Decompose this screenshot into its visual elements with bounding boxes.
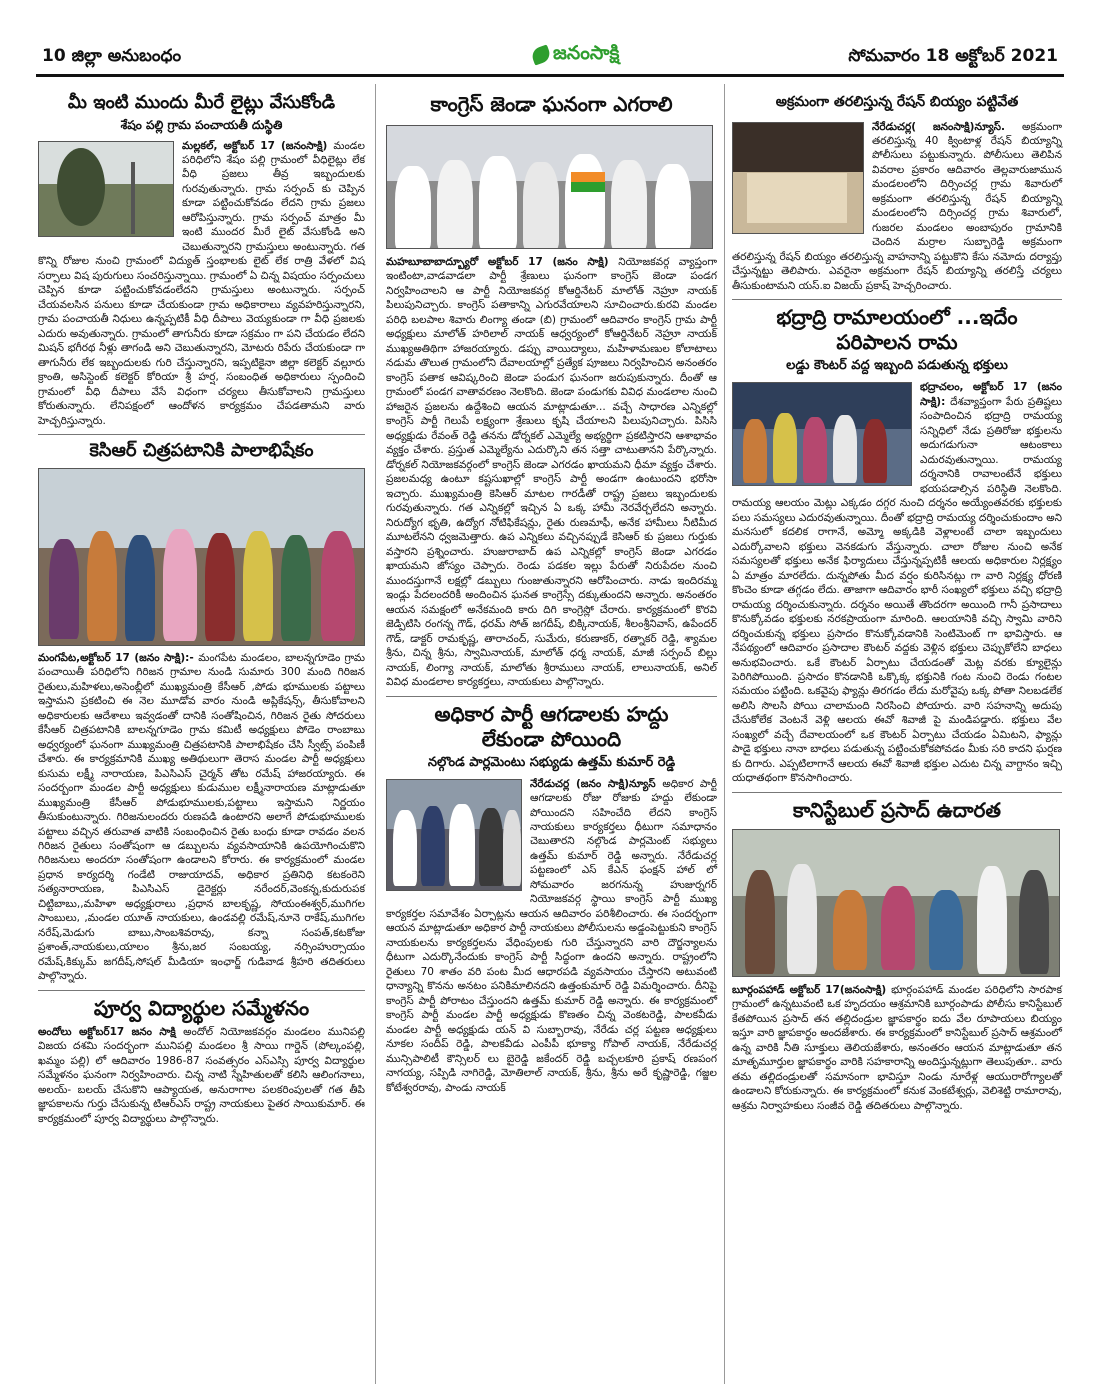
logo-text: జనంసాక్షి [553, 41, 620, 64]
column-divider [724, 84, 725, 1384]
article-text: దేశవ్యాప్తంగా పేరు ప్రతిష్టలు సంపాదించిన భద్రాద్రి రామయ్య సన్నిధిలో నేడు ప్రతిరోజు భక్తులను అదుగడుగునా ఆటంకాలు ఎదురవుతున్నాయి. రామయ్య దర్శనానికి రావాలంటేనే భక్తులు భయపడాల్సిన పరిస్థితి నెలకొంది. రామయ్య ఆలయం మెట్లు ఎక్కడం దగ్గర నుంచి దర్శనం అయ్యేంతవరకు భక్తులకు పలు సమస్యలు ఎదురవుతున్నాయి. దీంతో భద్రాద్రి రామయ్య దర్శించుకుందాం అని మనసులో కదలిక రాగానే, అమ్మో అక్కడికి వెళ్లాలంటే చాలా ఇబ్బందులు ఎదుర్కోవాలని భక్తులు వెనకడుగు వేస్తున్నారు. చాలా రోజుల నుంచి అనేక సమస్యలతో భక్తులు అనేక ఫిర్యాదులు చేస్తున్నప్పటికీ ఆలయ అధికారుల నిర్లక్ష్యం ఏ మాత్రం మారలేదు. దున్నపోతు మీద వర్షం కురిసినట్లు గా వారి నిర్లక్ష్య ధోరణి కొంచెం కూడా తగ్గడం లేదు. తాజాగా ఆదివారం భారీ సంఖ్యలో భక్తులు వచ్చి భద్రాద్రి రామయ్య దర్శించుకున్నారు. దర్శనం అయితే తొందరగా అయింది గానీ ప్రసాదాలు కొనుక్కోవడం భక్తులకు నరకప్రాయంగా మారింది. ఆలయానికి వచ్చి స్వామి వారిని దర్శించుకున్న భక్తులు ప్రసాదం కొనుక్కోవడానికి సెంటిమెంట్ గా భావిస్తారు. ఆ నేపథ్యంలో ఆదివారం ప్రసాదాల కౌంటర్ వద్దకు వెళ్లిన భక్తులు చెప్పుకోలేని బాధలు అనుభవించారు. ఒకే కౌంటర్ ఏర్పాటు చేయడంతో మెట్ల వరకు క్యూలైన్లు పెరిగిపోయింది. ప్రసాదం కొనడానికి ఒక్కొక్క భక్తునికి గంట నుంచి రెండు గంటల సమయం పట్టింది. ఒకవైపు ఫ్యాన్లు తిరగడం లేదు మరోవైపు ఒక్క పోతా నిలబడలేక అలిసి సొలసి పోయి చాలామంది నిరసించి పోయారు. వారి సహనాన్ని అదుపు చేసుకోలేక వెంటనే వెళ్లి ఆలయ ఈవో శివాజీ పై మండిపడ్డారు. భక్తులు వేల సంఖ్యలో వచ్చే దేవాలయంలో ఒక కౌంటర్ ఏర్పాటు చేయడం ఏమిటని, ఫ్యాన్లు పాడై భక్తులు నానా బాధలు పడుతున్న పట్టించుకోకపోవడం మీకు సరి కాదని ఘర్షణ కు దిగారు. ఎప్పటిలాగానే ఆలయ ఈవో శివాజీ భక్తుల ఎదుట చిన్న వాగ్దానం ఇచ్చి యధాతథంగా కొనసాగించారు. [732, 395, 1062, 785]
article-text: నియోజకవర్గ వ్యాప్తంగా ఇంటింటా,వాడవాడలా పార్టీ శ్రేణులు ఘనంగా కాంగ్రెస్ జెండా పండగ నిర్వహించాలని ఆ పార్టీ నియోజకవర్గ కోఆర్డినేటర్ మాలోత్ నెహ్రూ నాయక్ పిలుపునిచ్చారు. కాంగ్రెస్ పతాకాన్ని ఎగురవేయాలని సూచించారు.కురవి మండల పరిధి బలపాల శివారు లింగ్యా తండా (బి) గ్రామంలో ఆదివారం కాంగ్రెస్ గ్రామ పార్టీ అధ్యక్షులు మాలోత్ హరిలాల్ నాయక్ ఆధ్వర్యంలో కోఆర్డినేటర్ నెహ్రూ నాయక్ ముఖ్యఅతిథిగా హాజరయ్యారు. డప్పు వాయిద్యాలు, మహిళామణుల కోలాటాలు నడుమ తొలుత గ్రామంలోని దేవాలయాల్లో ప్రత్యేక పూజలు నిర్వహించిన అనంతరం కాంగ్రెస్ పతాక ఆవిష్కరించి జెండా పండుగ ఘనంగా జరుపుకున్నారు. దీంతో ఆ గ్రామంలో పండగ వాతావరణం నెలకొంది. జెండా పండుగకు వివిధ మండలాల నుంచి హాజరైన ప్రజలను ఉద్దేశించి ఆయన మాట్లాడుతూ... వచ్చే సాధారణ ఎన్నికల్లో కాంగ్రెస్ పార్టీ గెలుపే లక్ష్యంగా శ్రేణులు కృషి చేయాలని పిలుపునిచ్చారు. పిసిసి అధ్యక్షుడు రేవంత్ రెడ్డి తనను డోర్నకల్ ఎమ్మెల్యే అభ్యర్థిగా ప్రకటిస్తారని ఆశాభావం వ్యక్తం చేశారు. ప్రస్తుత ఎమ్మెల్యేను ఎదుర్కొని తన సత్తా చాటుతానని పేర్కొన్నారు. డోర్నకల్ నియోజకవర్గంలో కాంగ్రెస్ జెండా ఎగరడం ఖాయమని ధీమా వ్యక్తం చేశారు. ప్రజలమధ్య ఉంటూ కష్టసుఖాల్లో కాంగ్రెస్ పార్టీ అండగా ఉంటుందని భరోసా ఇచ్చారు. ముఖ్యమంత్రి కెసిఆర్ మాటల గారడీతో రాష్ట్ర ప్రజలు ఇబ్బందులకు గురవుతున్నారు. గత ఎన్నికల్లో ఇచ్చిన ఏ ఒక్క హామీ నెరవేర్చలేదని అన్నారు. నిరుద్యోగ భృతి, ఉద్యోగ నోటిఫికేషన్లు, రైతు రుణమాఫీ, అనేక హామీలు నీటిమీద మూటలేనని ధ్వజమెత్తారు. ఉప ఎన్నికలు వచ్చినప్పుడే కెసిఆర్ కు ప్రజలు గుర్తుకు వస్తారని ప్రశ్నించారు. హుజురాబాద్ ఉప ఎన్నికల్లో కాంగ్రెస్ జెండా ఎగరడం ఖాయమని జోస్యం చెప్పారు. రెండు పడకల ఇల్లు పేరుతో నిరుపేదల నుంచి ముందస్తుగానే లక్షల్లో డబ్బులు గుంజుతున్నారని ఆరోపించారు. నాడు ఇందిరమ్మ ఇండ్లు పేదలందరికీ అందించిన ఘనత కాంగ్రెస్సే దక్కుతుందని అన్నారు. అనంతరం ఆయన సమక్షంలో అనేకమంది కారు దిగి కాంగ్రెస్లో చేరారు. కార్యక్రమంలో కొరవి జెడ్పిటిసి రంగన్న గౌడ్, ధరమ్ సోత్ జగదీష్, బిక్కినాయక్, శీలంశ్రీనివాస్, ఉపేందర్ గౌడ్, డాక్టర్ రామకృష్ణ, తారాచంద్, సుమేరు, కరుణాకర్, రత్నాకర్ రెడ్డి, శ్యామల శ్రీను, చిన్న శ్రీను, స్వామినాయక్, మాలోత్ ధర్మ నాయక్, మాజీ సర్పంచ్ బిల్లు నాయక్, లింగ్యా నాయక్, మాలోతు శ్రీరాములు నాయక్, లాలునాయక్, అనిల్ వివిధ మండలాల కార్యకర్తలు, నాయకులు పాల్గొన్నారు. [386, 256, 717, 689]
article-headline-line2: లేకుండా పోయింది [481, 726, 622, 751]
article-photo [38, 468, 365, 646]
article-kcr-portrait [38, 440, 365, 984]
article-headline: పూర్వ విద్యార్థుల సమ్మేళనం [93, 995, 310, 1020]
article-divider [38, 990, 365, 991]
article-ration-rice [732, 94, 1062, 293]
column-3 [732, 82, 1062, 1113]
article-body [38, 139, 365, 429]
article-photo [732, 382, 912, 486]
article-dateline: మల్లకల్, అక్టోబర్ 17 (జనంసాక్షి) [182, 139, 334, 152]
article-text: భూర్గంపహాడ్ మండల పరిధిలోని సారపాక గ్రామంలో ఉన్నటువంటి ఒక హృదయం ఆశ్రమానికి బూర్గంపాడు పోలీసు కానిస్టేబుల్ కేతపోయిన ప్రసాద్ తన తల్లిదండ్రుల జ్ఞాపకార్థం ఐదు వేల రూపాయలు బియ్యం ఇస్తూ వారి జ్ఞాపకార్థం అందజేశారు. ఈ కార్యక్రమంలో కానిస్టేబుల్ ప్రసాద్ ఆశ్రమంలో ఉన్న వారికి నీతి సూక్తులు తెలియజేశారు, అనంతరం ఆయన మాట్లాడుతూ తన మాతృమూర్తుల జ్ఞాపకార్థం వారికి సహకారాన్ని అందిస్తున్నట్లుగా తెలుపుతూ.. వారు తమ తల్లిదండ్రులతో సమానంగా భావిస్తూ నిండు నూరేళ్ల ఆయురారోగ్యాలతో ఉండాలని కోరుకున్నారు. ఈ కార్యక్రమంలో కనుక వెంకటేశ్వర్లు, వెలిశెట్టి రామారావు, ఆశ్రమ నిర్వాహకులు సంజీవ రెడ్డి తదితరులు పాల్గొన్నారు. [732, 983, 1062, 1112]
article-constable-generosity [732, 798, 1062, 1113]
article-alumni-meet [38, 996, 365, 1126]
article-congress-flag [386, 92, 717, 690]
article-photo [38, 141, 174, 237]
article-headline-line2: పరిపాలన రామ [836, 330, 958, 355]
masthead-rule [36, 74, 1064, 77]
article-photo [732, 829, 1060, 977]
article-body [386, 777, 717, 1096]
article-divider [386, 696, 717, 697]
article-dateline: నేరేడుచర్ల (జనం సాక్షి)న్యూస్ [530, 777, 663, 790]
article-text: అందోల్ నియోజకవర్గం మండలం మునిపల్లి విజయ దశమి సందర్భంగా మునిపల్లి మండలం శ్రీ సాయి గార్డెన్ (పోల్కంపల్లి, ఖమ్మం పల్లి) లో ఆదివారం 1986-87 సంవత్సరం ఎస్ఎస్సి పూర్వ విద్యార్థుల సమ్మేళనం ఘనంగా నిర్వహించారు. చిన్న నాటి స్నేహితులతో కలిసి ఆలింగనాలు, అలయ్- బలయ్ చేసుకొని ఆప్యాయత, అనురాగాల పలకరింపులతో గత తీపి జ్ఞాపకాలను గుర్తు చేసుకున్న టిఆర్ఎస్ రాష్ట్ర నాయకులు పైతర సాయికుమార్. ఈ కార్యక్రమంలో పూర్వ విద్యార్థులు పాల్గొన్నారు. [38, 1025, 365, 1125]
article-headline: అక్రమంగా తరలిస్తున్న రేషన్ బియ్యం పట్టివేత [775, 94, 1019, 110]
article-body [732, 983, 1062, 1113]
article-dateline: భద్రాచలం, అక్టోబర్ 17 (జనం సాక్షి): [920, 381, 1062, 408]
issue-date: సోమవారం 18 అక్టోబర్ 2021 [848, 46, 1058, 66]
article-subhead: లడ్డు కౌంటర్ వద్ద ఇబ్బంది పడుతున్న భక్తులు [786, 358, 1008, 374]
column-2 [386, 82, 717, 1095]
article-subhead: నల్గొండ పార్లమెంటు సభ్యుడు ఉత్తమ్ కుమార్ రెడ్డి [427, 754, 676, 770]
article-headline-line1: భద్రాద్రి రామాలయంలో ...ఇదేం [776, 305, 1018, 330]
article-headline: కాంగ్రెస్ జెండా ఘనంగా ఎగరాలి [430, 92, 673, 116]
article-dateline: మంగపేట,అక్టోబర్ 17 (జనం సాక్షి):- [38, 651, 199, 664]
column-1 [38, 82, 365, 1126]
article-dateline: నేరేడుచర్ల( జనంసాక్షి)న్యూస్. [872, 120, 1023, 133]
article-headline: కానిస్టేబుల్ ప్రసాద్ ఉదారత [793, 797, 1001, 822]
article-body [38, 651, 365, 984]
article-dateline: అందోలు అక్టోబర్17 జనం సాక్షి [38, 1025, 184, 1038]
article-bhadradri-temple [732, 305, 1062, 786]
article-photo [386, 779, 522, 891]
logo-leaf-icon [530, 44, 552, 65]
article-street-lights [38, 92, 365, 428]
article-headline-line1: అధికార పార్టీ ఆగడాలకు హద్దు [434, 701, 669, 726]
article-text: అక్రమంగా తరలిస్తున్న 40 క్వింటాళ్ల రేషన్ బియ్యాన్ని పోలీసులు పట్టుకున్నారు. పోలీసులు తెలిపిన వివరాల ప్రకారం ఆదివారం తెల్లవారుజామున మండలంలోని దిర్సించర్ల గ్రామ శివారులో అక్రమంగా తరలిస్తున్న రేషన్ బియ్యాన్ని మండలంలోని దిర్సించర్ల గ్రామ శివారులో, గుజరల మండలం అంబాపురం గ్రామానికి చెందిన మర్రాల సుబ్బారెడ్డి అక్రమంగా తరలిస్తున్న రేషన్ బియ్యం తరలిస్తున్న వాహనాన్ని పట్టుకొని కేసు నమోదు దర్యాప్తు చేస్తున్నట్టు తెలిపారు. ఎవరైనా అక్రమంగా రేషన్ బియ్యాన్ని తరలిస్తే చర్యలు తీసుకుంటామని యస్.ఐ విజయ్ ప్రకాష్ హెచ్చరించారు. [732, 120, 1062, 292]
article-divider [732, 299, 1062, 300]
article-dateline: బూర్గంపహాడ్ అక్టోబర్ 17(జనంసాక్షి) [732, 983, 892, 996]
article-text: మండల పరిధిలోని శేషం పల్లి గ్రామంలో వీధిలైట్లు లేక వీధి ప్రజలు తీవ్ర ఇబ్బందులకు గురవుతున్నారు. గ్రామ సర్పంచ్ కు చెప్పిన కూడా పట్టించుకోవడం లేదని గ్రామ ప్రజలు ఆరోపిస్తున్నారు. గ్రామ సర్పంచ్ మాత్రం మీ ఇంటి ముందర మీరే లైట్ వేసుకోండి అని చెబుతున్నారని గ్రామస్తులు అంటున్నారు. గత కొన్ని రోజుల నుంచి గ్రామంలో విద్యుత్ స్తంభాలకు లైట్ లేక రాత్రి వేళలో విష సర్పాలు విష పురుగులు సంచరిస్తున్నాయి. గ్రామంలో ఏ చిన్న విషయం సర్పంచులు చెప్పిన కూడా పట్టించుకోవడంలేదని గ్రామస్తులు అంటున్నారు. సర్పంచ్ చేయవలసిన పనులు కూడా చేయకుండా గ్రామ అధికారాలు వ్యవహరిస్తున్నారని, గ్రామ పంచాయతీ నిధులు ఉన్నప్పటికీ వీధి దీపాలు వెయ్యకుండా గా వీధి ప్రజలకు ఎదురు అవుతున్నారు. గ్రామంలో తాగునీరు కూడా సక్రమం గా పని చేయడం లేదని మిషన్ భగీరథ నీళ్లు తాగండి అని చెబుతున్నారని, మోటరు రిపేరు చేయకుండా గా తాగునీరు లేక ఇబ్బందులకు గురి చేస్తున్నారని, ఇప్పటికైనా జిల్లా కలెక్టర్ వల్లూరు క్రాంతి, అసిస్టెంట్ కలెక్టర్ కోరియా శ్రీ హర్ష, సంబంధిత అధికారులు స్పందించి గ్రామంలో వీధి దీపాలు వేసే విధంగా చర్యలు తీసుకోవాలని గ్రామస్తులు కోరుతున్నారు. లేనిపక్షంలో ఆందోళన కార్యక్రమం చేపడతామని వారు హెచ్చరిస్తున్నారు. [38, 139, 365, 427]
article-photo [386, 125, 713, 249]
masthead [36, 40, 1064, 74]
page-label: 10 జిల్లా అనుబంధం [42, 46, 182, 66]
article-body [386, 255, 717, 690]
article-text: అధికార పార్టీ ఆగడాలకు రోజు రోజుకు హద్దు లేకుండా పోయిందని సహించేది లేదని కాంగ్రెస్ నాయకులు కార్యకర్తలు ధీటుగా సమాధానం చెబుతారని నల్గొండ పార్లమెంట్ సభ్యులు ఉత్తమ్ కుమార్ రెడ్డి అన్నారు. నేరేడుచర్ల పట్టణంలో ఎస్ కేఎన్ ఫంక్షన్ హాల్ లో సోమవారం జరగనున్న హుజుర్నగర్ నియోజకవర్గ స్థాయి కాంగ్రెస్ పార్టీ ముఖ్య కార్యకర్తల సమావేశం ఏర్పాట్లను ఆయన ఆదివారం పరిశీలించారు. ఈ సందర్భంగా ఆయన మాట్లాడుతూ అధికార పార్టీ నాయకులు పోలీసులను అడ్డంపెట్టుకుని కాంగ్రెస్ నాయకులను కార్యకర్తలను వేధింపులకు గురి చేస్తున్నారని వారి దౌర్జన్యాలను ధీటుగా ఎదుర్కొనేందుకు కాంగ్రెస్ పార్టీ సిద్ధంగా ఉందని అన్నారు. రాష్ట్రంలోని రైతులు 70 శాతం వరి పంట మీద ఆధారపడి వ్యవసాయం చేస్తారని అటువంటి ధాన్యాన్ని కొనను అనటం పనికిమాలినదని ఉత్తంకుమార్ రెడ్డి విమర్శించారు. దీనిపై కాంగ్రెస్ పార్టీ పోరాటం చేస్తుందని ఉత్తమ్ కుమార్ రెడ్డి అన్నారు. ఈ కార్యక్రమంలో కాంగ్రెస్ పార్టీ మండల పార్టీ అధ్యక్షుడు కొణతం చిన్న వెంకటరెడ్డి, పాలకవీడు మండల పార్టీ అధ్యక్షుడు యన్ వి సుబ్బారావు, నేరేడు చర్ల పట్టణ అధ్యక్షులు నూకల సందీప్ రెడ్డి, పాలకవీడు ఎంపీపీ భూక్యా గోపాల్ నాయక్, నేరేడుచర్ల మున్సిపాలిటీ కౌన్సిలర్ లు బైరెడ్డి జకేందర్ రెడ్డి బచ్చలకూరి ప్రకాష్ రణపంగ నాగయ్య, సప్పిడి నాగిరెడ్డి, మోతిలాల్ నాయక్, శ్రీను, శ్రీను అరే కృష్ణారెడ్డి, గజ్జల కోటేశ్వరరావు, పాండు నాయక్ [386, 777, 717, 1094]
article-ruling-party [386, 702, 717, 1096]
article-subhead: శేషం పల్లి గ్రామ పంచాయతీ దుస్థితి [120, 117, 283, 132]
article-divider [732, 792, 1062, 793]
article-dateline: మహబూబాబాద్బ్యూరో అక్టోబర్ 17 (జనం సాక్షి) [386, 256, 619, 268]
article-text: మంగపేట మండలం, బాలన్నగూడెం గ్రామ పంచాయితీ పరిధిలోని గిరిజన గ్రామాల నుండి సుమారు 300 మంది గిరిజన రైతులు,మహిళలు,అసెంబ్లీలో ముఖ్యమంత్రి కేసీఆర్ ,పోడు భూములకు పట్టాలు ఇస్తామని ప్రకటించి ఈ నెల మూడోవ వారం నుండి అప్లికేషన్స్, తీసుకోవాలని అధికారులకు ఆదేశాలు ఇవ్వడంతో దానికి సంతోషించిన, గిరిజన రైతు సోదరులు కేసీఆర్ చిత్రపటానికి బాలన్నగూడెం గ్రామ కమిటీ అధ్యక్షులు పోడెం రాంబాబు అధ్వర్యంలో ఘనంగా ముఖ్యమంత్రి చిత్రపటానికి పాలాభిషేకం చేసి స్వీట్స్ పంపిణీ చేశారు. ఈ కార్యక్రమానికి ముఖ్య అతిథులుగా తెరాస మండల పార్టీ అధ్యక్షులు కుసుమ లక్ష్మీ నారాయణ, పిఎసిఎస్ చైర్మన్ తోట రమేష్ హాజరయ్యారు. ఈ సందర్బంగా మండల పార్టీ అధ్యక్షులు కుడుముల లక్ష్మీనారాయణ మాట్లాడుతూ ముఖ్యమంత్రి కేసీఆర్ పోడుభూములకు,పట్టాలు ఇస్తామని నిర్ణయం తీసుకుంటున్నారు. గిరిజనులందరు రుణపడి ఉంటారని అలాగే పోడుభూములకు పట్టాలు వచ్చిన తరువాత వాటికి సంబంధించిన రైతు బంధు కూడా రావడం వలన గిరిజన రైతులు సంతోషంగా ఆ డబ్బులను వ్యవసాయానికి ఉపయోగించుకొని గిరిజనులు అందరూ సంతోషంగా ఉండాలని కోరారు. ఈ కార్యక్రమంలో మండల ప్రధాన కార్యదర్శి గండేటి రాజుయాదవ్, అధికార ప్రతినిధి కటకంరెని సత్యనారాయణ, పిఎసిఎస్ డైరెక్టర్లు నరేందర్,వెంకన్న,కుదురుపక చిట్టిబాబు,,మహిళా అధ్యక్షురాలు ,ప్రధాన బాలకృష్ణ, సోయంఈశ్వర్,ముగిగల సాంబులు, ,మండల యూత్ నాయకులు, ఉండవల్లి రమేష్,నూనె రాకేష్,ముగిగల నరేష్,మెడుగు బాబు,సాంబశివరావు, కన్నా సంపత్,కటకోజు ప్రశాంత్,నాయకులు,యాలం శ్రీను,జర సంబయ్య, నర్సింహుర్సాయం రమేష్,కిక్కుమ్ జగదీష్,సోషల్ మీడియా ఇంఛార్జ్ గుడివాడ శ్రీహరి తదితరులు పాల్గొన్నారు. [38, 651, 365, 983]
newspaper-logo[interactable] [532, 40, 619, 70]
article-headline: మీ ఇంటి ముందు మీరే లైట్లు వేసుకోండి [67, 92, 336, 113]
article-body [38, 1025, 365, 1126]
article-photo [732, 122, 864, 234]
article-body [732, 380, 1062, 786]
column-divider [375, 84, 376, 1384]
article-headline: కెసిఆర్ చిత్రపటానికి పాలాభిషేకం [89, 440, 314, 462]
article-divider [38, 434, 365, 435]
article-body [732, 120, 1062, 294]
